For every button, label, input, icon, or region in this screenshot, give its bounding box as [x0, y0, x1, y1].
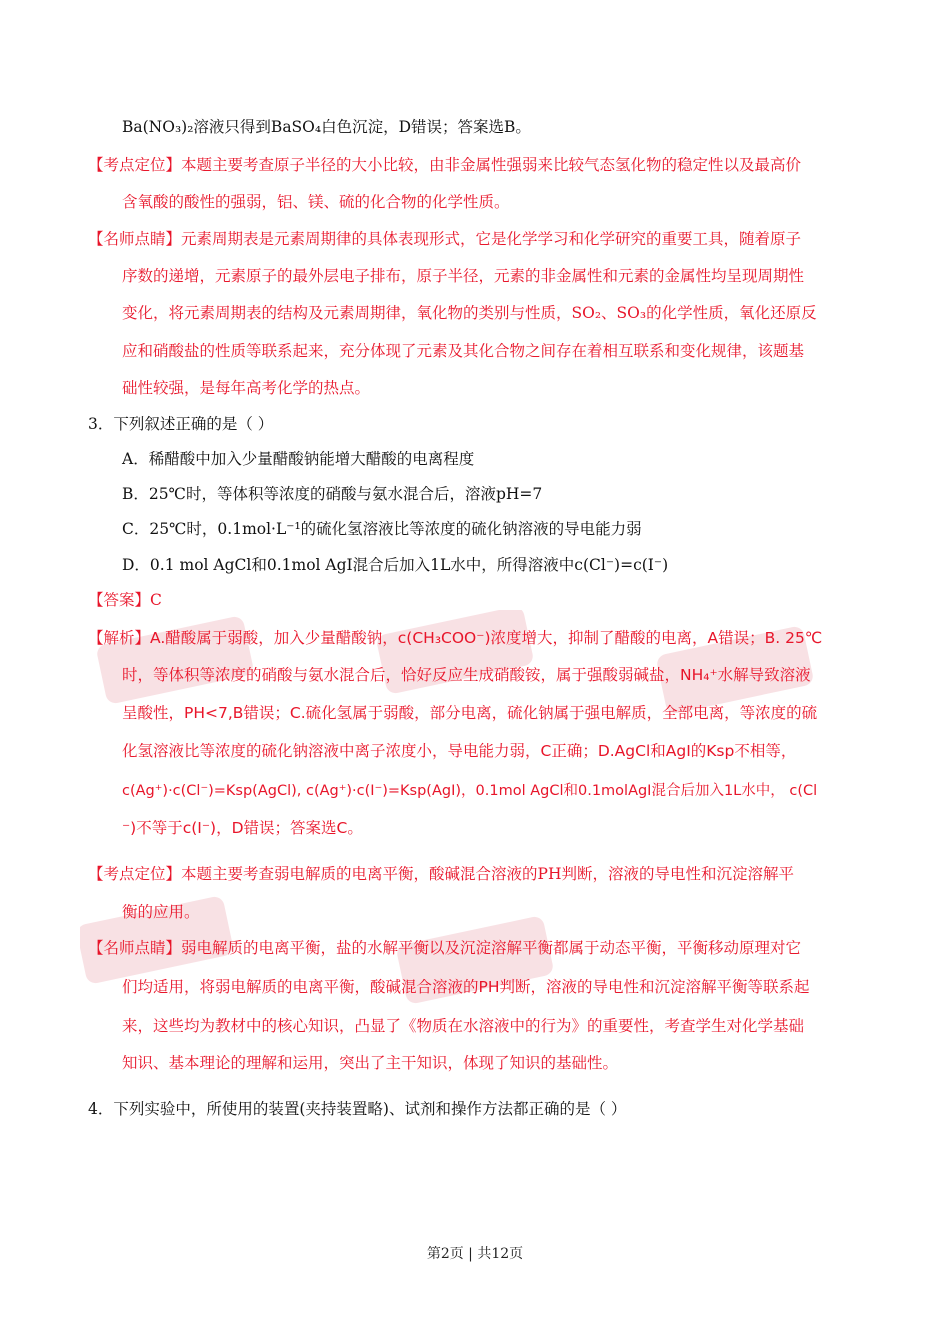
- answer-line: [88, 590, 162, 610]
- kaodian-1-line-1: [88, 155, 801, 175]
- analysis-tag: 【解析】: [88, 629, 151, 647]
- analysis-text-1: A.醋酸属于弱酸，加入少量醋酸钠，c(CH₃COO⁻)浓度增大，抑制了醋酸的电离，A错误；B. 25℃: [150, 629, 823, 647]
- question-3-option-d: D．0.1 mol AgCl和0.1mol AgI混合后加入1L水中，所得溶液中c(Cl⁻)=c(I⁻): [122, 556, 669, 574]
- page-footer: 第2页 | 共12页: [426, 1246, 524, 1262]
- mingshi-1-text-5: 础性较强，是每年高考化学的热点。: [122, 379, 371, 397]
- analysis-text-2: 时，等体积等浓度的硝酸与氨水混合后，恰好反应生成硝酸铵，属于强酸弱碱盐，NH₄⁺水解导致溶液: [122, 666, 811, 684]
- mingshi-2-tag: 【名师点睛】: [88, 939, 182, 957]
- mingshi-1-text-2: 序数的递增，元素原子的最外层电子排布，原子半径，元素的非金属性和元素的金属性均呈现周期性: [122, 267, 805, 285]
- question-3-option-a: A．稀醋酸中加入少量醋酸钠能增大醋酸的电离程度: [122, 450, 475, 468]
- mingshi-1-line-1: [88, 229, 801, 249]
- kaodian-2-tag: 【考点定位】: [88, 865, 182, 883]
- mingshi-2-text-4: 知识、基本理论的理解和运用，突出了主干知识，体现了知识的基础性。: [122, 1054, 619, 1072]
- mingshi-1-text-1: 元素周期表是元素周期律的具体表现形式，它是化学学习和化学研究的重要工具，随着原子: [181, 230, 802, 248]
- kaodian-1-text-1: 本题主要考查原子半径的大小比较，由非金属性强弱来比较气态氢化物的稳定性以及最高价: [181, 156, 802, 174]
- kaodian-1-tag: 【考点定位】: [88, 156, 182, 174]
- kaodian-1-text-2: 含氧酸的酸性的强弱，铝、镁、硫的化合物的化学性质。: [122, 193, 510, 211]
- question-3-option-b: B．25℃时，等体积等浓度的硝酸与氨水混合后，溶液pH=7: [122, 485, 543, 503]
- mingshi-1-tag: 【名师点睛】: [88, 230, 182, 248]
- mingshi-2-text-2: 们均适用，将弱电解质的电离平衡，酸碱混合溶液的PH判断，溶液的导电性和沉淀溶解平衡等联系起: [122, 978, 810, 996]
- answer-tag: 【答案】: [88, 591, 151, 609]
- analysis-text-3: 呈酸性，PH<7,B错误；C.硫化氢属于弱酸，部分电离，硫化钠属于强电解质，全部电离，等浓度的硫: [122, 704, 818, 722]
- mingshi-1-text-4: 应和硝酸盐的性质等联系起来，充分体现了元素及其化合物之间存在着相互联系和变化规律，该题基: [122, 342, 805, 360]
- kaodian-2-text-1: 本题主要考查弱电解质的电离平衡，酸碱混合溶液的PH判断，溶液的导电性和沉淀溶解平: [181, 865, 794, 883]
- intro-line: Ba(NO₃)₂溶液只得到BaSO₄白色沉淀，D错误；答案选B。: [122, 118, 531, 136]
- analysis-text-4: 化氢溶液比等浓度的硫化钠溶液中离子浓度小，导电能力弱，C正确；D.AgCl和AgI的Ksp不相等，: [122, 742, 797, 760]
- analysis-line-1: [88, 628, 822, 648]
- mingshi-2-line-1: [88, 938, 801, 958]
- mingshi-2-text-1: 弱电解质的电离平衡，盐的水解平衡以及沉淀溶解平衡都属于动态平衡，平衡移动原理对它: [181, 939, 802, 957]
- analysis-text-6: ⁻)不等于c(I⁻)，D错误；答案选C。: [122, 819, 363, 837]
- kaodian-2-line-1: [88, 864, 794, 884]
- answer-value: C: [150, 591, 162, 609]
- mingshi-1-text-3: 变化，将元素周期表的结构及元素周期律，氧化物的类别与性质，SO₂、SO₃的化学性质，氧化还原反: [122, 304, 817, 322]
- question-3-stem: 3．下列叙述正确的是（ ）: [88, 415, 274, 433]
- mingshi-2-text-3: 来，这些均为教材中的核心知识，凸显了《物质在水溶液中的行为》的重要性，考查学生对化学基础: [122, 1017, 805, 1035]
- question-3-option-c: C．25℃时，0.1mol·L⁻¹的硫化氢溶液比等浓度的硫化钠溶液的导电能力弱: [122, 520, 642, 538]
- kaodian-2-text-2: 衡的应用。: [122, 903, 200, 921]
- analysis-text-5: c(Ag⁺)·c(Cl⁻)=Ksp(AgCl), c(Ag⁺)·c(I⁻)=Ksp(AgI)，0.1mol AgCl和0.1molAgI混合后加入1L水中， c(Cl: [122, 783, 818, 799]
- question-4-stem: 4．下列实验中，所使用的装置(夹持装置略)、试剂和操作方法都正确的是（ ）: [88, 1100, 627, 1118]
